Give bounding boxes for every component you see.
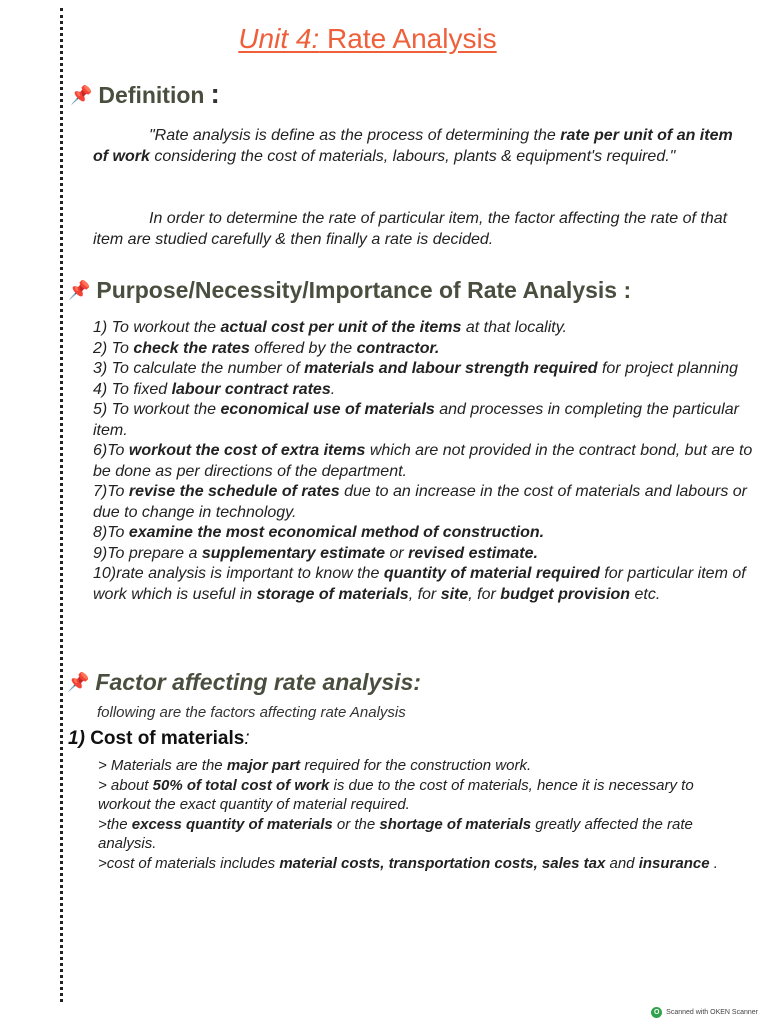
pushpin-icon: 📌 bbox=[67, 672, 90, 692]
list-item: 5) To workout the economical use of materials and processes in completing the particular item. bbox=[93, 401, 739, 439]
list-item: 8)To examine the most economical method of construction. bbox=[93, 524, 545, 541]
cost-of-materials-heading: 1) Cost of materials: bbox=[68, 728, 250, 749]
unit-number: Unit 4: bbox=[238, 23, 320, 54]
cost-of-materials-list bbox=[98, 756, 738, 873]
purpose-heading bbox=[68, 274, 631, 306]
pushpin-icon: 📌 bbox=[70, 85, 93, 105]
factor-heading bbox=[67, 666, 421, 698]
definition-heading bbox=[70, 78, 220, 111]
pushpin-icon: 📌 bbox=[68, 280, 91, 300]
list-item: > about 50% of total cost of work is due to the cost of materials, hence it is necessary to workout the exact quantity of material required. bbox=[98, 776, 694, 813]
list-item: 2) To check the rates offered by the contractor. bbox=[93, 339, 440, 357]
list-item: >the excess quantity of materials or the shortage of materials greatly affected the rate analysis. bbox=[98, 815, 693, 852]
factor-intro: following are the factors affecting rate Analysis bbox=[97, 704, 406, 721]
definition-explanation: In order to determine the rate of particular item, the factor affecting the rate of that item are studied carefully & then finally a rate is decided. bbox=[93, 210, 728, 248]
purpose-list bbox=[93, 318, 753, 605]
list-item: 7)To revise the schedule of rates due to an increase in the cost of materials and labours or due to change in technology. bbox=[93, 483, 747, 521]
list-item: 9)To prepare a supplementary estimate or revised estimate. bbox=[93, 544, 538, 562]
definition-heading-text: Definition bbox=[98, 82, 205, 108]
margin-dotted-line bbox=[60, 8, 63, 1002]
oken-scanner-logo-icon: O bbox=[651, 1007, 662, 1018]
scanner-text: Scanned with OKEN Scanner bbox=[666, 1009, 758, 1016]
list-item: 6)To workout the cost of extra items which are not provided in the contract bond, but are to be done as per directions of the department. bbox=[93, 442, 753, 480]
unit-topic: Rate Analysis bbox=[327, 23, 497, 54]
page-title bbox=[0, 20, 735, 58]
factor-heading-text: Factor affecting rate analysis: bbox=[95, 669, 421, 695]
definition-colon: : bbox=[210, 78, 220, 109]
list-item: 10)rate analysis is important to know the quantity of material required for particular item of work which is useful in storage of materials, for site, for budget provision etc. bbox=[93, 565, 746, 603]
list-item: 4) To fixed labour contract rates. bbox=[93, 380, 336, 398]
definition-paragraph: "Rate analysis is define as the process of determining the rate per unit of an item of work considering the cost of materials, labours, plants & equipment's required." bbox=[93, 127, 733, 165]
list-item: >cost of materials includes material costs, transportation costs, sales tax and insurance . bbox=[98, 854, 718, 872]
purpose-heading-text: Purpose/Necessity/Importance of Rate Analysis : bbox=[96, 277, 632, 303]
definition-emphasis: rate per unit of an item of work bbox=[93, 127, 733, 165]
list-item: > Materials are the major part required for the construction work. bbox=[98, 757, 532, 774]
list-item: 3) To calculate the number of materials and labour strength required for project planning bbox=[93, 360, 739, 377]
scanner-watermark bbox=[651, 1007, 758, 1018]
list-item: 1) To workout the actual cost per unit of the items at that locality. bbox=[93, 319, 567, 336]
